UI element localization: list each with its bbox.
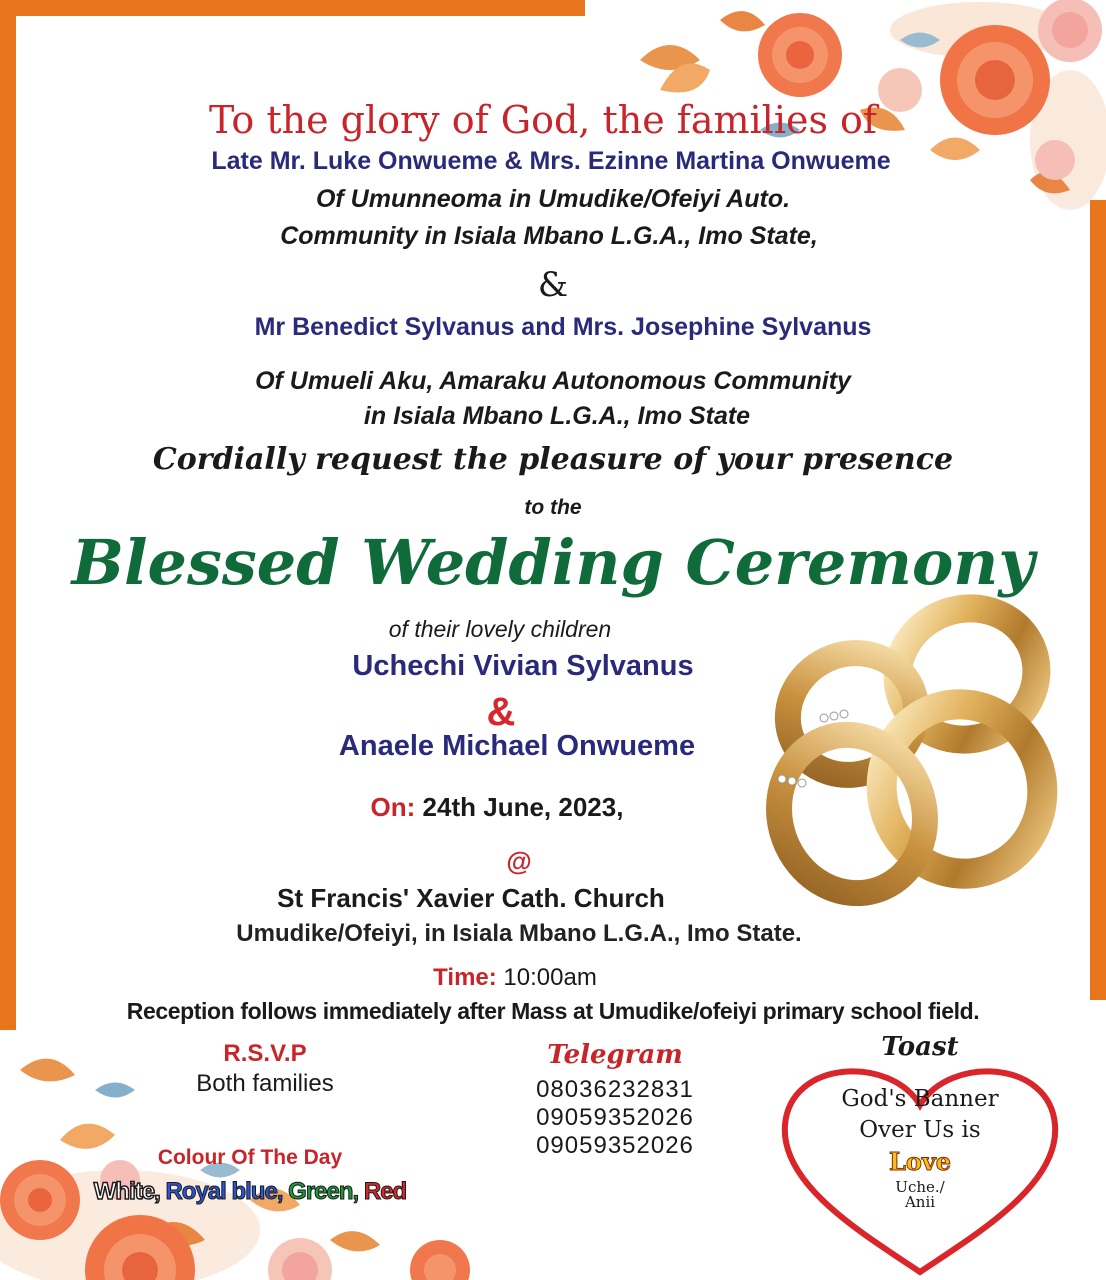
rsvp-value: Both families [196, 1070, 334, 1097]
rsvp-block [150, 1040, 380, 1098]
rsvp-title: R.S.V.P [223, 1040, 307, 1067]
toast-title: Toast [881, 1032, 959, 1062]
date-label: On: [370, 792, 416, 822]
family2-names: Mr Benedict Sylvanus and Mrs. Josephine Sylvanus [254, 313, 872, 341]
toast-line1: God's Banner [841, 1086, 999, 1112]
toast-block [770, 1032, 1070, 1210]
family2-origin-line2: in Isiala Mbano L.G.A., Imo State [363, 402, 751, 430]
family1-origin-line1: Of Umunneoma in Umudike/Ofeiyi Auto. [315, 185, 791, 213]
telegram-block [490, 1040, 740, 1160]
family1-names: Late Mr. Luke Onwueme & Mrs. Ezinne Martina Onwueme [211, 147, 891, 175]
toast-sign2: Anii [904, 1193, 936, 1211]
couple-ampersand: & [486, 690, 516, 734]
toast-line2: Over Us is [859, 1117, 981, 1143]
ceremony-title: Blessed Wedding Ceremony [71, 526, 1035, 599]
date-line [0, 792, 1050, 823]
glory-line: To the glory of God, the families of [208, 98, 877, 142]
date-value: 24th June, 2023, [422, 792, 624, 822]
family2-origin-line1: Of Umueli Aku, Amaraku Autonomous Community [255, 367, 851, 395]
venue-name: St Francis' Xavier Cath. Church [277, 883, 665, 913]
toast-sign1: Uche./ [895, 1178, 945, 1196]
telegram-number: 09059352026 [536, 1104, 694, 1131]
frame-top-bar [0, 0, 585, 16]
colour-of-day-list [50, 1178, 450, 1206]
colour-royal-blue: Royal blue, [165, 1178, 283, 1205]
telegram-title: Telegram [547, 1040, 683, 1070]
telegram-number: 08036232831 [536, 1076, 694, 1103]
at-symbol: @ [506, 846, 532, 876]
groom-name: Anaele Michael Onwueme [338, 730, 696, 762]
children-line: of their lovely children [388, 616, 612, 642]
time-label: Time: [433, 964, 497, 991]
colour-white: White, [93, 1178, 160, 1205]
telegram-number: 09059352026 [536, 1132, 694, 1159]
time-line [0, 964, 1068, 992]
time-value: 10:00am [503, 964, 597, 991]
telegram-numbers [490, 1076, 740, 1160]
venue-address: Umudike/Ofeiyi, in Isiala Mbano L.G.A., Imo State. [236, 920, 802, 947]
family1-origin-line2: Community in Isiala Mbano L.G.A., Imo State, [280, 222, 818, 250]
colour-of-day-block [50, 1146, 450, 1206]
request-line: Cordially request the pleasure of your presence [152, 442, 954, 477]
to-the-line: to the [524, 496, 582, 519]
reception-line: Reception follows immediately after Mass at Umudike/ofeiyi primary school field. [126, 998, 980, 1024]
toast-love: Love [888, 1147, 952, 1176]
colour-red: Red [363, 1178, 407, 1205]
bride-name: Uchechi Vivian Sylvanus [352, 650, 694, 682]
families-ampersand: & [537, 265, 569, 305]
colour-green: Green, [288, 1178, 359, 1205]
colour-of-day-title: Colour Of The Day [157, 1146, 343, 1169]
